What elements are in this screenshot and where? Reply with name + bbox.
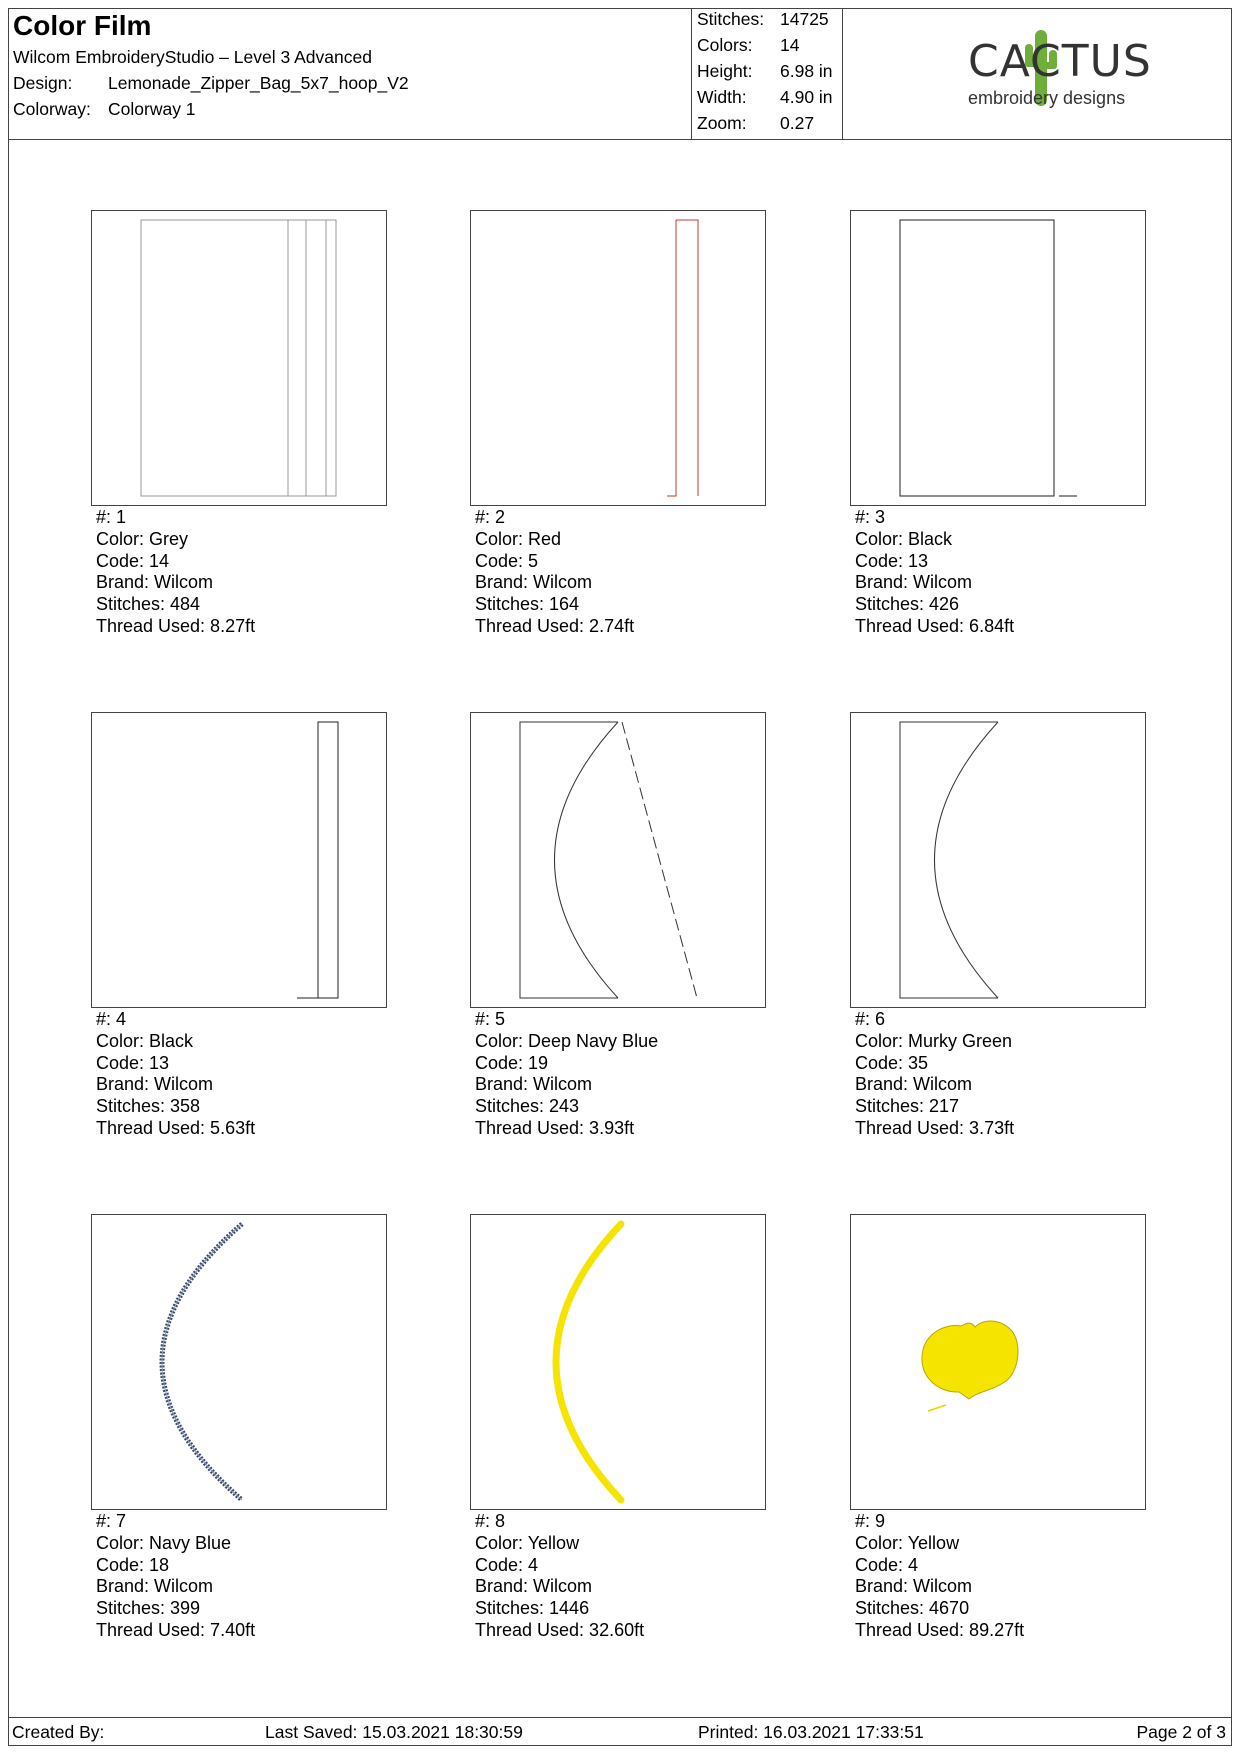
item-code: Code: 4 <box>855 1554 919 1575</box>
stat-height <box>697 61 833 82</box>
item-code: Code: 5 <box>475 550 539 571</box>
stitch-preview <box>470 712 766 1008</box>
stitch-preview-drawing <box>92 1215 388 1511</box>
item-brand: Brand: Wilcom <box>855 1576 973 1597</box>
colorway-row <box>13 99 196 120</box>
stat-label: Width: <box>697 87 747 107</box>
item-color: Color: Navy Blue <box>96 1532 232 1553</box>
stat-value: 14725 <box>780 9 829 29</box>
stitch-preview-drawing <box>851 211 1147 507</box>
item-number: #: 1 <box>96 507 127 527</box>
item-brand: Brand: Wilcom <box>475 1576 593 1597</box>
item-stitches: Stitches: 426 <box>855 594 960 615</box>
item-stitches: Stitches: 484 <box>96 594 201 615</box>
item-color: Color: Yellow <box>855 1532 960 1553</box>
created-by: Created By: <box>12 1722 105 1742</box>
colorway-value: Colorway 1 <box>108 99 196 119</box>
item-brand: Brand: Wilcom <box>475 572 593 593</box>
item-stitches: Stitches: 1446 <box>475 1598 590 1619</box>
stitch-preview-drawing <box>471 211 767 507</box>
item-number: #: 5 <box>475 1009 506 1029</box>
item-number: #: 6 <box>855 1009 886 1029</box>
item-thread-used: Thread Used: 32.60ft <box>475 1619 645 1640</box>
item-brand: Brand: Wilcom <box>96 1576 214 1597</box>
item-thread-used: Thread Used: 89.27ft <box>855 1619 1025 1640</box>
stitch-preview-drawing <box>92 211 388 507</box>
stat-zoom <box>697 113 815 134</box>
thread-info <box>475 507 634 638</box>
design-label: Design: <box>13 73 73 93</box>
header-info <box>8 8 691 139</box>
item-code: Code: 13 <box>96 1052 170 1073</box>
item-color: Color: Red <box>475 528 562 549</box>
colorway-label: Colorway: <box>13 99 91 119</box>
item-thread-used: Thread Used: 7.40ft <box>96 1619 256 1640</box>
item-stitches: Stitches: 4670 <box>855 1598 970 1619</box>
item-color: Color: Deep Navy Blue <box>475 1030 659 1051</box>
stitch-preview <box>850 210 1146 506</box>
printed-date: Printed: 16.03.2021 17:33:51 <box>698 1722 924 1742</box>
item-code: Code: 13 <box>855 550 929 571</box>
item-thread-used: Thread Used: 2.74ft <box>475 615 635 636</box>
item-color: Color: Murky Green <box>855 1030 1013 1051</box>
last-saved: Last Saved: 15.03.2021 18:30:59 <box>265 1722 523 1742</box>
item-color: Color: Black <box>96 1030 194 1051</box>
thread-info <box>475 1009 658 1140</box>
item-stitches: Stitches: 358 <box>96 1096 201 1117</box>
stitch-preview <box>850 1214 1146 1510</box>
item-thread-used: Thread Used: 5.63ft <box>96 1117 256 1138</box>
item-stitches: Stitches: 217 <box>855 1096 960 1117</box>
stat-value: 6.98 in <box>780 61 833 81</box>
stat-label: Colors: <box>697 35 753 55</box>
item-number: #: 2 <box>475 507 506 527</box>
stat-value: 14 <box>780 35 800 55</box>
report-header <box>8 8 1232 140</box>
thread-info <box>96 1009 255 1140</box>
stitch-preview-drawing <box>92 713 388 1009</box>
thread-info <box>855 1009 1014 1140</box>
report-footer <box>8 1717 1232 1746</box>
design-value: Lemonade_Zipper_Bag_5x7_hoop_V2 <box>108 73 409 93</box>
logo-tagline: embroidery designs <box>968 88 1126 108</box>
page-number: Page 2 of 3 <box>1136 1722 1226 1742</box>
item-brand: Brand: Wilcom <box>855 1074 973 1095</box>
item-thread-used: Thread Used: 8.27ft <box>96 615 256 636</box>
thread-info <box>475 1511 644 1642</box>
item-brand: Brand: Wilcom <box>96 1074 214 1095</box>
stat-label: Height: <box>697 61 753 81</box>
item-code: Code: 14 <box>96 550 170 571</box>
thread-info <box>855 1511 1024 1642</box>
item-number: #: 8 <box>475 1511 506 1531</box>
item-brand: Brand: Wilcom <box>475 1074 593 1095</box>
item-code: Code: 35 <box>855 1052 929 1073</box>
item-brand: Brand: Wilcom <box>855 572 973 593</box>
stitch-preview-drawing <box>471 713 767 1009</box>
thread-info <box>96 507 255 638</box>
stitch-preview <box>470 1214 766 1510</box>
stat-label: Stitches: <box>697 9 765 29</box>
item-color: Color: Grey <box>96 528 189 549</box>
item-thread-used: Thread Used: 6.84ft <box>855 615 1015 636</box>
stat-width <box>697 87 833 108</box>
item-color: Color: Yellow <box>475 1532 580 1553</box>
stitch-preview-drawing <box>851 1215 1147 1511</box>
item-number: #: 9 <box>855 1511 886 1531</box>
item-color: Color: Black <box>855 528 953 549</box>
item-code: Code: 4 <box>475 1554 539 1575</box>
item-number: #: 3 <box>855 507 886 527</box>
stitch-preview <box>91 210 387 506</box>
item-thread-used: Thread Used: 3.73ft <box>855 1117 1015 1138</box>
page-title: Color Film <box>13 10 152 41</box>
thread-info <box>96 1511 255 1642</box>
item-number: #: 7 <box>96 1511 127 1531</box>
item-stitches: Stitches: 243 <box>475 1096 580 1117</box>
stat-stitches <box>697 9 829 30</box>
stat-value: 0.27 <box>780 113 815 133</box>
stat-colors <box>697 35 800 56</box>
item-stitches: Stitches: 399 <box>96 1598 201 1619</box>
item-code: Code: 19 <box>475 1052 549 1073</box>
stitch-preview <box>91 1214 387 1510</box>
stitch-preview-drawing <box>471 1215 767 1511</box>
item-thread-used: Thread Used: 3.93ft <box>475 1117 635 1138</box>
software-name: Wilcom EmbroideryStudio – Level 3 Advanced <box>13 47 372 67</box>
stitch-preview-drawing <box>851 713 1147 1009</box>
item-stitches: Stitches: 164 <box>475 594 580 615</box>
stat-label: Zoom: <box>697 113 747 133</box>
stitch-preview <box>470 210 766 506</box>
logo-wordmark: CACTUS <box>968 36 1152 87</box>
design-stats <box>691 8 843 139</box>
design-row <box>13 73 409 94</box>
company-logo <box>842 8 1232 139</box>
stitch-preview <box>91 712 387 1008</box>
thread-info <box>855 507 1014 638</box>
stat-value: 4.90 in <box>780 87 833 107</box>
stitch-preview <box>850 712 1146 1008</box>
item-number: #: 4 <box>96 1009 127 1029</box>
item-code: Code: 18 <box>96 1554 170 1575</box>
item-brand: Brand: Wilcom <box>96 572 214 593</box>
